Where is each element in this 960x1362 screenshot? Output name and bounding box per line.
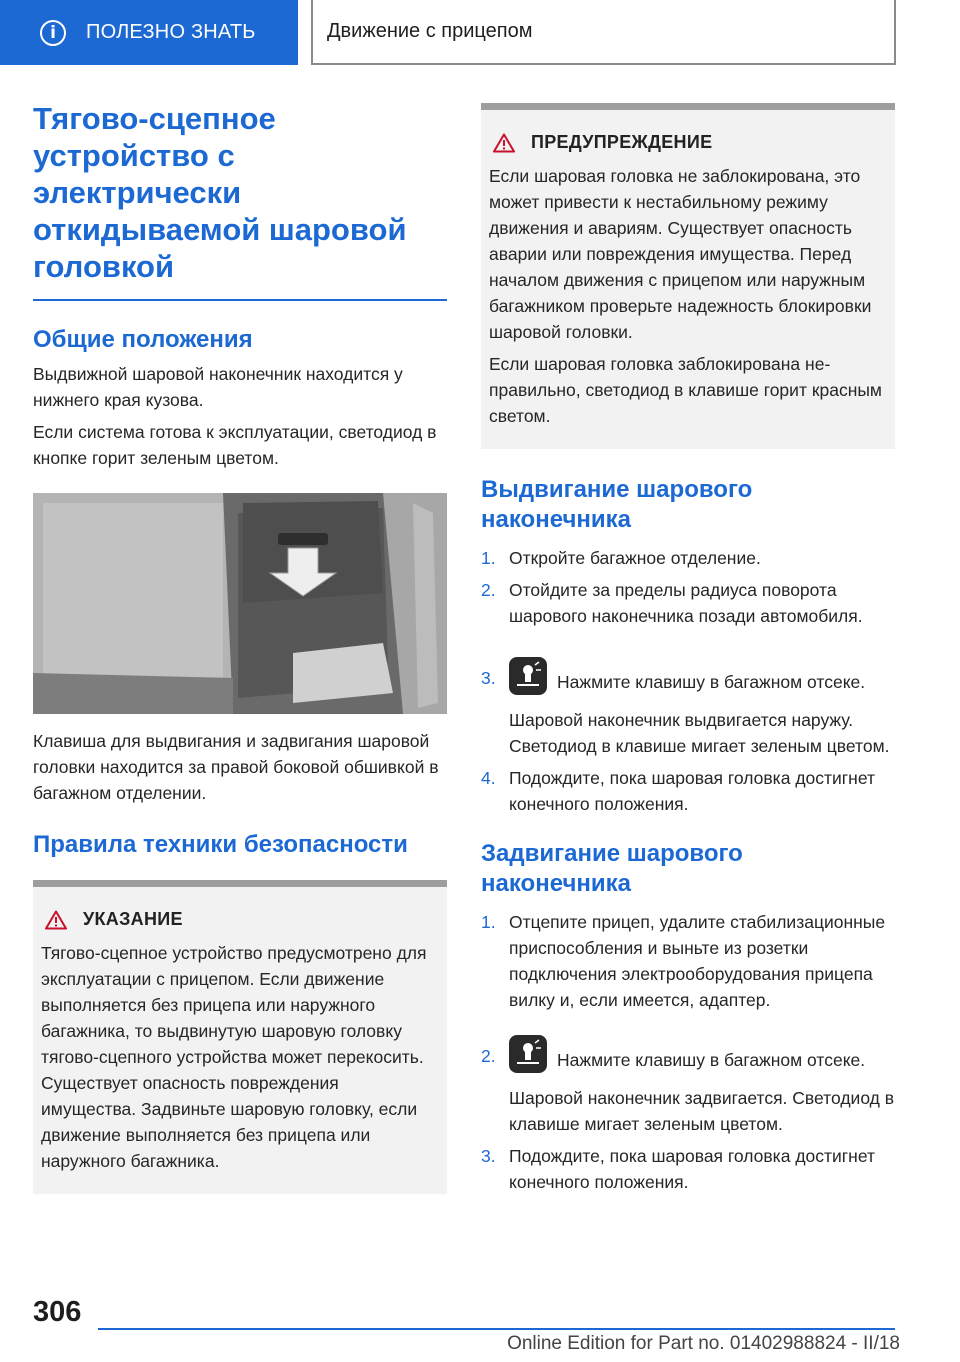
title-divider bbox=[33, 299, 447, 301]
warning-box bbox=[481, 103, 895, 449]
trunk-panel-illustration bbox=[33, 493, 447, 714]
step-text: Нажмите клавишу в багажном отсеке. bbox=[557, 1050, 866, 1071]
warning-header bbox=[489, 132, 883, 153]
notice-box bbox=[33, 880, 447, 1194]
warning-triangle-icon bbox=[45, 910, 67, 930]
hitch-button-icon bbox=[509, 657, 547, 695]
chapter-header bbox=[311, 0, 896, 65]
step-number: 2. bbox=[481, 580, 496, 600]
step-number: 4. bbox=[481, 768, 496, 788]
hitch-button-icon bbox=[509, 1035, 547, 1073]
step-text: Нажмите клавишу в багажном отсеке. bbox=[557, 672, 866, 693]
step-number: 3. bbox=[481, 668, 496, 688]
chapter-title: Движение с прицепом bbox=[327, 20, 533, 42]
list-item bbox=[481, 909, 895, 1013]
page-number: 306 bbox=[33, 1296, 82, 1328]
section-tab[interactable] bbox=[0, 0, 298, 65]
step-text: Подождите, пока шаровая головка достигнет конечного положения. bbox=[509, 1146, 876, 1192]
step-text: Отойдите за пределы радиуса поворота шарового наконечника позади автомобиля. bbox=[509, 580, 863, 626]
section-tab-label: ПОЛЕЗНО ЗНАТЬ bbox=[86, 21, 256, 43]
step-result: Шаровой наконечник выдвигается наружу. bbox=[509, 710, 854, 730]
list-item bbox=[481, 653, 895, 759]
info-icon: i bbox=[40, 20, 66, 46]
right-column bbox=[481, 103, 895, 1195]
step-number: 2. bbox=[481, 1046, 496, 1066]
left-column bbox=[33, 100, 447, 1194]
general-heading: Общие положения bbox=[33, 326, 253, 353]
step-number: 1. bbox=[481, 912, 496, 932]
step-number: 1. bbox=[481, 548, 496, 568]
footer-edition: Online Edition for Part no. 01402988824 - II/18 bbox=[507, 1333, 900, 1354]
list-item bbox=[481, 765, 895, 817]
step-text: Подождите, пока шаровая головка достигнет конечного положения. bbox=[509, 768, 876, 814]
general-paragraph-1: Выдвижной шаровой наконечник находится у нижнего края кузова. bbox=[33, 364, 403, 410]
notice-text: Тягово-сцепное устройство предусмотрено для эксплуатации с прицепом. Если движение выполняется без прицепа или наружного багажника, то выдвинутую шаровую головку тягово-сцепного устройства может перекосить. Существует опасность повреждения имущества. Задвиньте шаровую головку, если движение выполняется без прицепа или наружного багажника. bbox=[41, 943, 427, 1171]
warning-title: ПРЕДУПРЕЖДЕНИЕ bbox=[531, 132, 713, 152]
extend-heading: Выдвигание шарового наконечника bbox=[481, 476, 753, 533]
footer-divider bbox=[98, 1328, 895, 1330]
notice-title: УКАЗАНИЕ bbox=[83, 909, 183, 929]
list-item bbox=[481, 1143, 895, 1195]
step-text: Откройте багажное отделение. bbox=[509, 548, 761, 568]
safety-heading: Правила техники безопасности bbox=[33, 831, 408, 858]
step-text: Отцепите прицеп, удалите стабилизационные приспособления и выньте из розетки подключения электрооборудования прицепа вилку и, если имеется, адаптер. bbox=[509, 912, 886, 1010]
step-result: Светодиод в клавише мигает зеленым цветом. bbox=[509, 736, 890, 756]
extend-steps bbox=[481, 545, 895, 817]
photo-caption: Клавиша для выдвигания и задвигания шаровой головки находится за правой боковой обшивкой в багажном отделении. bbox=[33, 731, 439, 803]
list-item bbox=[481, 545, 895, 571]
warning-triangle-icon bbox=[493, 133, 515, 153]
retract-heading: Задвигание шарового наконечника bbox=[481, 840, 743, 897]
general-paragraph-2: Если система готова к эксплуатации, светодиод в кнопке горит зеленым цветом. bbox=[33, 422, 437, 468]
warning-paragraph-2: Если шаровая головка заблокирована неправильно, светодиод в клавише горит красным светом. bbox=[489, 354, 882, 426]
page-title: Тягово-сцепное устройство с электрически откидываемой шаровой головкой bbox=[33, 101, 407, 284]
step-number: 3. bbox=[481, 1146, 496, 1166]
notice-header bbox=[41, 909, 435, 930]
trunk-photo bbox=[33, 493, 447, 714]
list-item bbox=[481, 1031, 895, 1137]
list-item bbox=[481, 577, 895, 629]
retract-steps bbox=[481, 909, 895, 1195]
step-result: Шаровой наконечник задвигается. Светодиод в клавише мигает зеленым цветом. bbox=[509, 1088, 895, 1134]
warning-paragraph-1: Если шаровая головка не заблокирована, это может привести к нестабильному режиму движения и авариям. Существует опасность аварии или повреждения имущества. Перед началом движения с прицепом или наружным багажником проверьте надежность блокировки шаровой головки. bbox=[489, 166, 872, 342]
